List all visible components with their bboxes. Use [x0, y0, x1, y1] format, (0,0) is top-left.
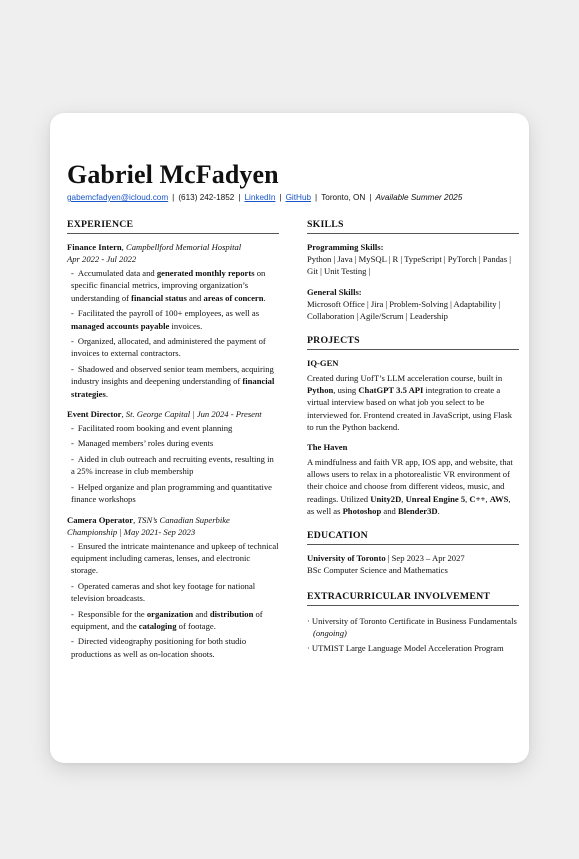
project-description: A mindfulness and faith VR app, IOS app, and website, that allows users to relax in a photorealistic VR environment of their choice and choose from different videos, music, and readings. Utilized Unity2D, Unreal Engine 5, C++, AWS, as well as Photoshop and Blender3D.	[307, 456, 513, 517]
job-title: Finance Intern, Campbellford Memorial Hospital	[67, 242, 242, 252]
job-date: Apr 2022 - Jul 2022	[67, 254, 137, 264]
extracurricular-heading: EXTRACURRICULAR INVOLVEMENT	[307, 591, 519, 606]
bullet-item: - Facilitated room booking and event planning	[71, 423, 233, 434]
candidate-name: Gabriel McFadyen	[67, 160, 279, 189]
job-event-director	[67, 408, 279, 505]
job-finance-intern	[67, 241, 279, 400]
bullet-item: - Helped organize and plan programming and quantitative finance workshops	[71, 481, 272, 505]
experience-heading: EXPERIENCE	[67, 219, 279, 234]
email-link[interactable]: gabemcfadyen@icloud.com	[67, 193, 169, 202]
left-column	[67, 219, 279, 668]
project-name: The Haven	[307, 441, 348, 452]
linkedin-link[interactable]: LinkedIn	[244, 193, 276, 202]
job-camera-operator	[67, 514, 279, 661]
location: Toronto, ON	[321, 193, 366, 202]
skills-heading: SKILLS	[307, 219, 519, 234]
right-column	[307, 219, 519, 657]
bullet-item: - Shadowed and observed senior team members, acquiring industry insights and deepening understanding of financial strategies.	[71, 363, 275, 399]
contact-line: gabemcfadyen@icloud.com | (613) 242-1852 | LinkedIn | GitHub | Toronto, ON | Available Summer 2025	[67, 193, 463, 202]
extracurricular-item: · University of Toronto Certificate in Business Fundamentals (ongoing)	[307, 615, 517, 638]
bullet-item: - Ensured the intricate maintenance and upkeep of technical equipment including cameras, lenses, and electronic storage.	[71, 540, 279, 576]
job-title: Camera Operator, TSN’s Canadian Superbike Championship | May 2021- Sep 2023	[67, 514, 230, 537]
bullet-item: - Facilitated the payroll of 100+ employees, as well as managed accounts payable invoices.	[71, 308, 260, 331]
programming-skills-label: Programming Skills:	[307, 242, 384, 252]
availability: Available Summer 2025	[375, 193, 463, 202]
bullet-item: - Directed videography positioning for both studio productions as well as on-location shoots.	[71, 636, 247, 659]
general-skills-list: Microsoft Office | Jira | Problem-Solving | Adaptability | Collaboration | Agile/Scrum | Leadership	[307, 298, 501, 322]
education-heading: EDUCATION	[307, 530, 519, 545]
job-title: Event Director, St. George Capital | Jun 2024 - Present	[67, 409, 262, 420]
education-school: University of Toronto | Sep 2023 – Apr 2027	[307, 552, 465, 563]
github-link[interactable]: GitHub	[285, 193, 312, 202]
bullet-item: - Responsible for the organization and distribution of equipment, and the cataloging of footage.	[71, 608, 263, 631]
general-skills-label: General Skills:	[307, 286, 362, 297]
programming-skills-list: Python | Java | MySQL | R | TypeScript | PyTorch | Pandas | Git | Unit Testing |	[307, 254, 511, 277]
project-description: Created during UofT’s LLM acceleration course, built in Python, using ChatGPT 3.5 API integration to create a virtual interview based on what job you select to be interviewed for. Frontend created in JavaScript, using Flask to run the Python backend.	[307, 372, 513, 433]
extracurricular-item: · UTMIST Large Language Model Acceleration Program	[307, 643, 504, 654]
phone-number: (613) 242-1852	[178, 193, 235, 202]
resume-page	[50, 113, 529, 763]
bullet-item: - Operated cameras and shot key footage for national television broadcasts.	[71, 580, 256, 604]
bullet-item: - Aided in club outreach and recruiting events, resulting in a 25% increase in club membership	[71, 453, 274, 477]
education-degree: BSc Computer Science and Mathematics	[307, 565, 448, 576]
project-name: IQ-GEN	[307, 357, 339, 368]
projects-heading: PROJECTS	[307, 335, 519, 350]
bullet-item: - Accumulated data and generated monthly reports on specific financial metrics, improving organization’s understanding of financial status and areas of concern.	[71, 268, 266, 303]
bullet-item: - Organized, allocated, and administered the payment of invoices to external contractors.	[71, 336, 266, 359]
bullet-item: - Managed members’ roles during events	[71, 438, 214, 449]
